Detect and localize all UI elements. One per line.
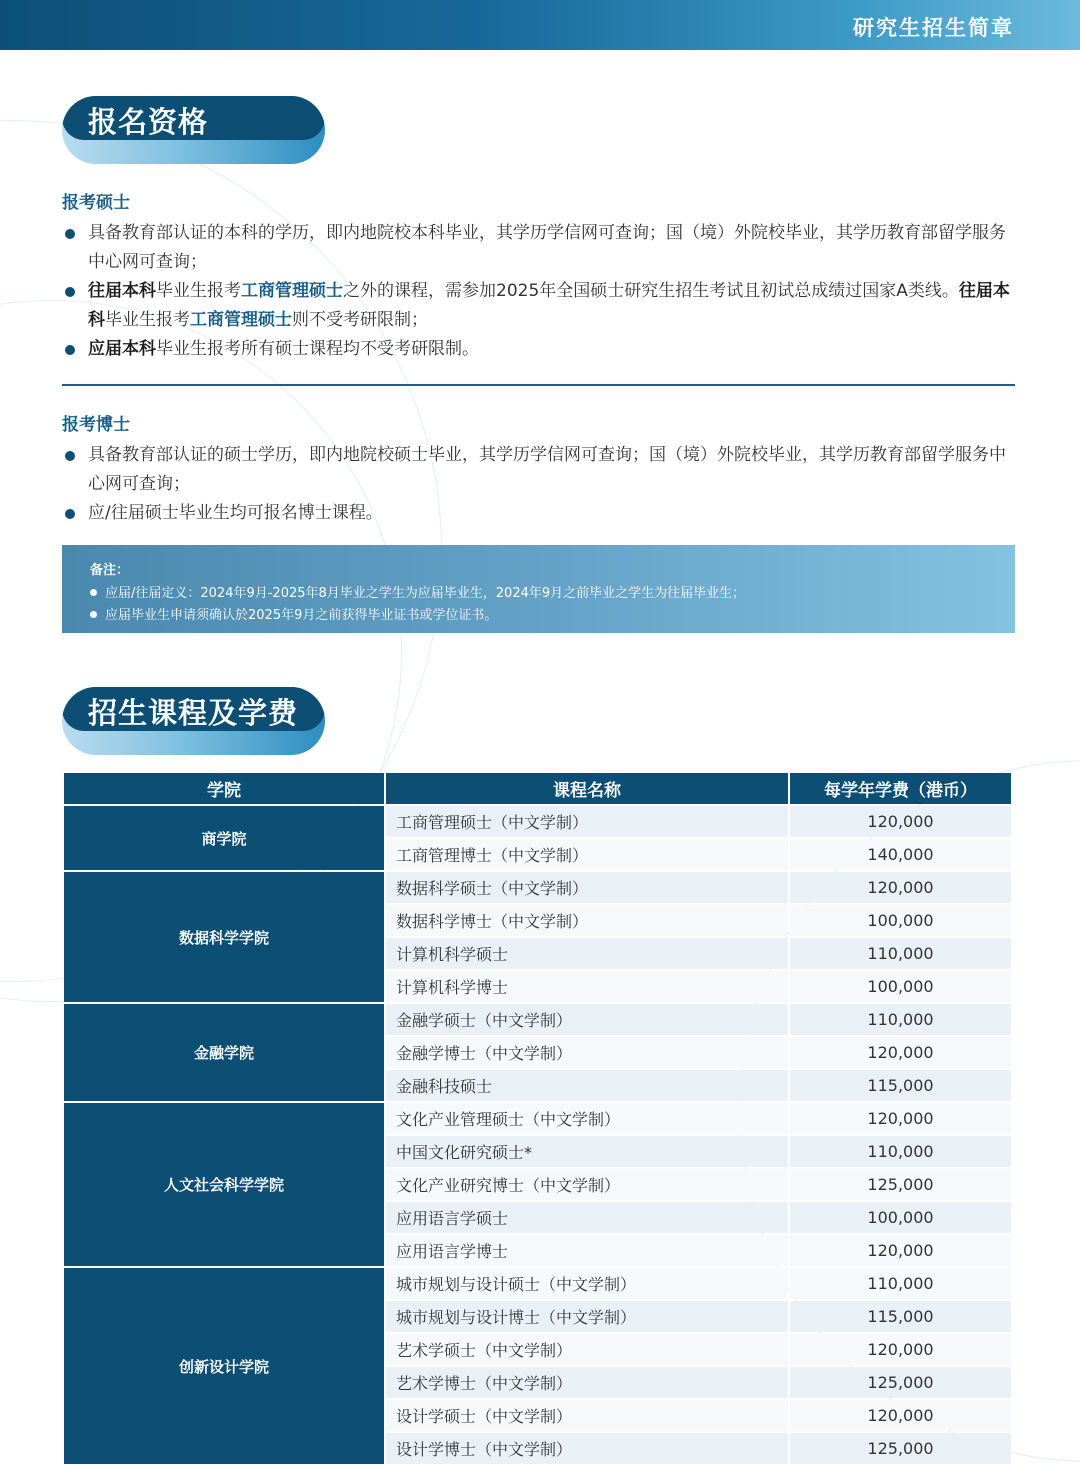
bullet-icon [65, 229, 75, 239]
note-title: 备注： [90, 563, 130, 578]
list-item-text: 具备教育部认证的硕士学历，即内地院校硕士毕业，其学历学信网可查询；国（境）外院校毕业，其学历教育部留学服务中心网可查询； [88, 445, 1006, 494]
program-highlight: 工商管理硕士 [241, 281, 343, 301]
emphasis-text: 往届本科 [88, 281, 1010, 330]
note-line-text: 应届/往届定义：2024年9月-2025年8月毕业之学生为应届毕业生，2024年9月之前毕业之学生为往届毕业生； [105, 586, 746, 601]
fee-cell: 110,000 [790, 1268, 1011, 1299]
fee-cell: 125,000 [790, 1367, 1011, 1398]
column-header-school: 学院 [64, 773, 384, 804]
school-cell: 人文社会科学学院 [64, 1103, 384, 1266]
table-row [64, 1004, 1011, 1035]
fee-cell: 120,000 [790, 1103, 1011, 1134]
fee-cell: 115,000 [790, 1070, 1011, 1101]
pill-top [62, 687, 325, 731]
fee-cell: 110,000 [790, 938, 1011, 969]
table-row [64, 1268, 1011, 1299]
course-cell: 文化产业研究博士（中文学制） [386, 1169, 788, 1200]
fee-cell: 125,000 [790, 1433, 1011, 1464]
text-span: 毕业生报考 [105, 310, 190, 330]
bullet-icon [65, 287, 75, 297]
fee-cell: 115,000 [790, 1301, 1011, 1332]
course-cell: 文化产业管理硕士（中文学制） [386, 1103, 788, 1134]
list-item-text: 具备教育部认证的本科的学历，即内地院校本科毕业，其学历学信网可查询；国（境）外院校毕业，其学历教育部留学服务中心网可查询； [88, 223, 1006, 272]
program-highlight: 工商管理硕士 [190, 310, 292, 330]
list-item [62, 499, 1017, 528]
course-cell: 设计学硕士（中文学制） [386, 1400, 788, 1431]
section-title-pill [62, 687, 325, 755]
course-cell: 设计学博士（中文学制） [386, 1433, 788, 1464]
bullet-icon [90, 611, 97, 618]
fee-cell: 140,000 [790, 839, 1011, 870]
table-header-row [64, 773, 1011, 804]
fee-cell: 100,000 [790, 905, 1011, 936]
bullet-icon [65, 509, 75, 519]
list-item [62, 277, 1017, 335]
note-line-text: 应届毕业生申请须确认於2025年9月之前获得毕业证书或学位证书。 [105, 608, 498, 623]
list-item [62, 335, 1017, 364]
bullet-icon [65, 345, 75, 355]
course-cell: 工商管理硕士（中文学制） [386, 806, 788, 837]
table-row [64, 806, 1011, 837]
pill-top [62, 96, 325, 140]
fee-cell: 120,000 [790, 872, 1011, 903]
list-item-text [62, 277, 1017, 335]
list-item [62, 441, 1017, 499]
course-cell: 金融科技硕士 [386, 1070, 788, 1101]
list-item-text [62, 335, 1017, 364]
doctor-heading: 报考博士 [62, 415, 130, 435]
school-cell: 商学院 [64, 806, 384, 870]
fee-cell: 110,000 [790, 1136, 1011, 1167]
fee-cell: 120,000 [790, 1400, 1011, 1431]
school-cell: 创新设计学院 [64, 1268, 384, 1464]
fee-cell: 120,000 [790, 1334, 1011, 1365]
section-title: 报名资格 [88, 105, 209, 139]
fee-cell: 110,000 [790, 1004, 1011, 1035]
list-item-text: 应/往届硕士毕业生均可报名博士课程。 [88, 503, 383, 523]
course-cell: 计算机科学博士 [386, 971, 788, 1002]
note-line [90, 604, 497, 623]
course-cell: 计算机科学硕士 [386, 938, 788, 969]
school-cell: 金融学院 [64, 1004, 384, 1101]
course-cell: 应用语言学硕士 [386, 1202, 788, 1233]
course-cell: 艺术学博士（中文学制） [386, 1367, 788, 1398]
list-item [62, 219, 1017, 277]
column-header-course: 课程名称 [386, 773, 788, 804]
note-box [62, 545, 1015, 633]
course-cell: 金融学硕士（中文学制） [386, 1004, 788, 1035]
fee-cell: 100,000 [790, 1202, 1011, 1233]
section-title: 招生课程及学费 [88, 696, 299, 730]
masters-heading: 报考硕士 [62, 193, 130, 213]
fee-cell: 120,000 [790, 1235, 1011, 1266]
header-bar [0, 0, 1080, 50]
course-cell: 金融学博士（中文学制） [386, 1037, 788, 1068]
brochure-title: 研究生招生简章 [853, 16, 1014, 40]
course-cell: 艺术学硕士（中文学制） [386, 1334, 788, 1365]
course-cell: 工商管理博士（中文学制） [386, 839, 788, 870]
text-span: 之外的课程，需参加2025年全国硕士研究生招生考试且初试总成绩过国家A类线。 [343, 281, 959, 301]
fee-cell: 125,000 [790, 1169, 1011, 1200]
text-span: 毕业生报考所有硕士课程均不受考研限制。 [156, 339, 479, 359]
fee-cell: 120,000 [790, 806, 1011, 837]
course-cell: 数据科学硕士（中文学制） [386, 872, 788, 903]
table-row [64, 872, 1011, 903]
text-span: 毕业生报考 [156, 281, 241, 301]
course-cell: 城市规划与设计博士（中文学制） [386, 1301, 788, 1332]
course-cell: 中国文化研究硕士* [386, 1136, 788, 1167]
emphasis-text: 应届本科 [88, 339, 156, 359]
section-title-pill [62, 96, 325, 164]
emphasis-text: 往届本科 [88, 281, 156, 301]
table-row [64, 1103, 1011, 1134]
column-header-fee: 每学年学费（港币） [790, 773, 1011, 804]
course-cell: 数据科学博士（中文学制） [386, 905, 788, 936]
fee-cell: 100,000 [790, 971, 1011, 1002]
course-cell: 应用语言学博士 [386, 1235, 788, 1266]
note-line [90, 582, 745, 601]
bullet-icon [65, 451, 75, 461]
fee-cell: 120,000 [790, 1037, 1011, 1068]
tuition-table [62, 771, 1013, 1466]
section-divider [62, 384, 1015, 386]
text-span: 则不受考研限制； [292, 310, 428, 330]
school-cell: 数据科学学院 [64, 872, 384, 1002]
bullet-icon [90, 589, 97, 596]
course-cell: 城市规划与设计硕士（中文学制） [386, 1268, 788, 1299]
